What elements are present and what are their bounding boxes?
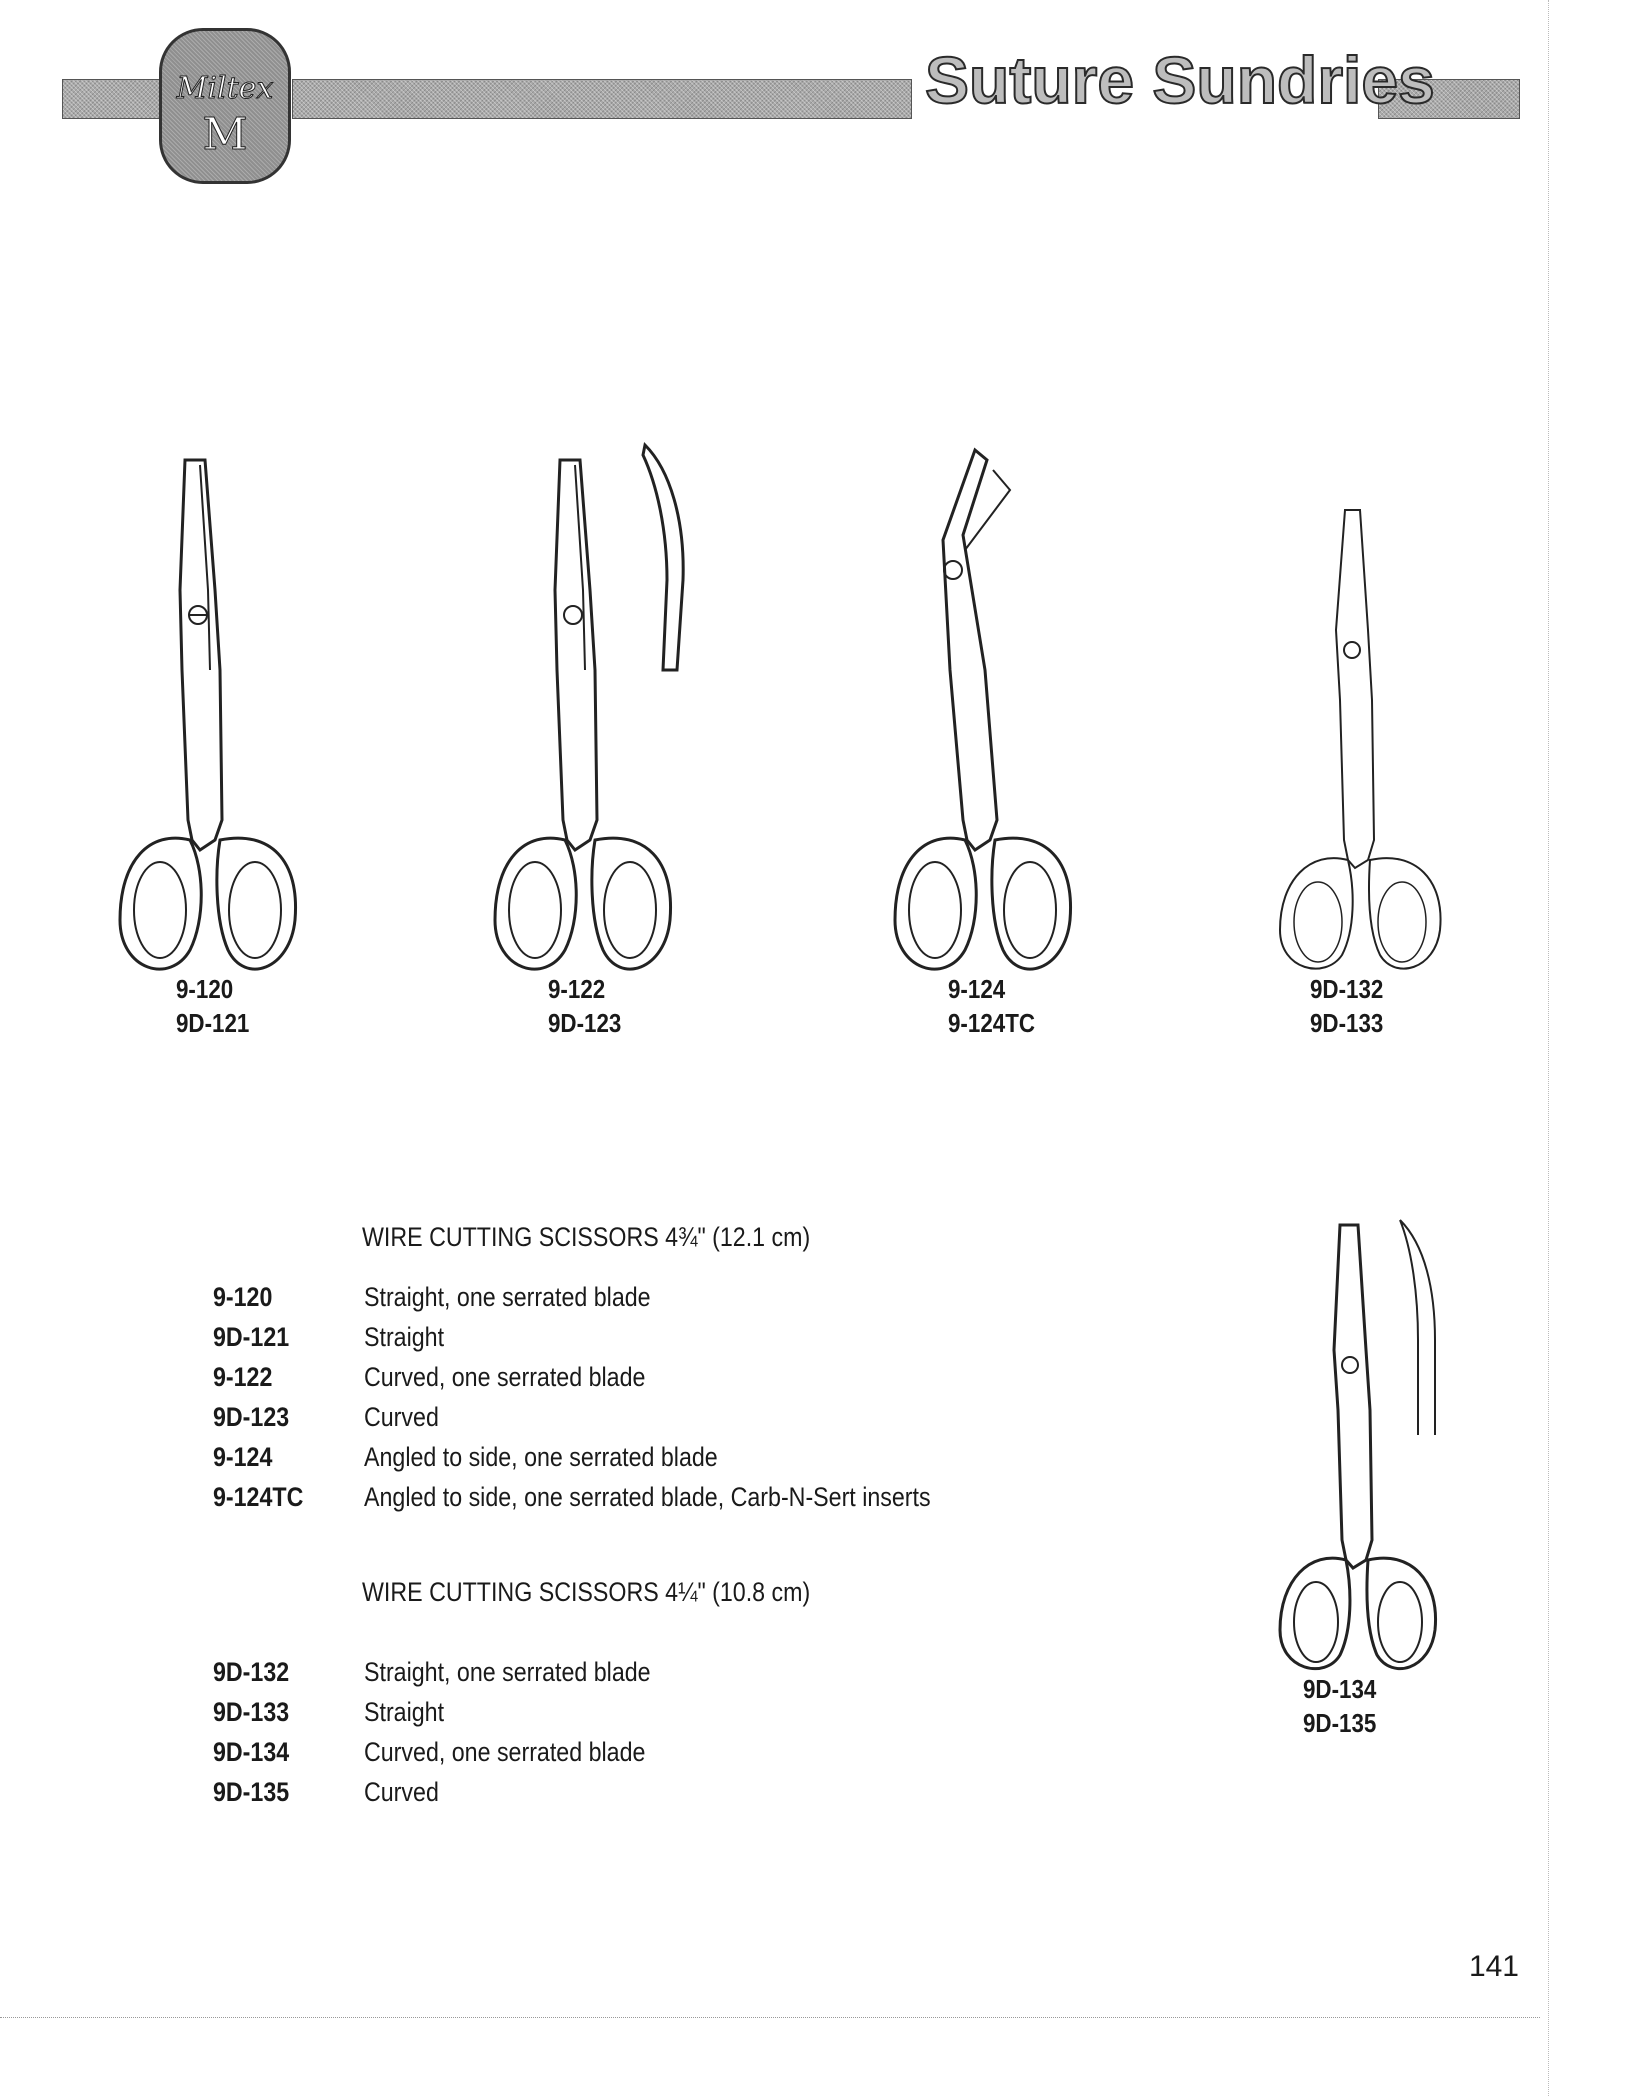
item-code: 9-122 bbox=[213, 1362, 273, 1392]
item-description: Curved, one serrated blade bbox=[364, 1737, 646, 1767]
figure-code: 9D-123 bbox=[548, 1008, 622, 1038]
logo-letter: M bbox=[202, 109, 248, 160]
item-description: Curved bbox=[364, 1402, 439, 1432]
figure-caption bbox=[948, 972, 1035, 1040]
scissors-illustration-small-curved bbox=[1240, 1210, 1470, 1680]
item-code: 9-124 bbox=[213, 1442, 273, 1472]
item-description: Straight bbox=[364, 1697, 445, 1727]
scissors-illustration-angled bbox=[845, 440, 1105, 980]
page-number: 141 bbox=[1468, 1950, 1519, 1983]
item-description: Curved, one serrated blade bbox=[364, 1362, 646, 1392]
item-description: Straight, one serrated blade bbox=[364, 1657, 651, 1687]
item-description: Straight, one serrated blade bbox=[364, 1282, 651, 1312]
logo-script-text: Miltex bbox=[176, 71, 274, 106]
item-description: Curved bbox=[364, 1777, 439, 1807]
figure-caption bbox=[1303, 1672, 1376, 1740]
figure-caption bbox=[1310, 972, 1383, 1040]
item-code: 9D-135 bbox=[213, 1777, 290, 1807]
item-code: 9-124TC bbox=[213, 1482, 304, 1512]
scissors-illustration-straight bbox=[70, 440, 330, 980]
figure-code: 9-124TC bbox=[948, 1008, 1035, 1038]
bottom-divider bbox=[0, 2017, 1540, 2018]
page-title: Suture Sundries bbox=[925, 43, 1435, 117]
scissors-illustration-small-straight bbox=[1230, 500, 1480, 980]
figure-code: 9-124 bbox=[948, 974, 1006, 1004]
figure-caption bbox=[548, 972, 621, 1040]
item-description: Angled to side, one serrated blade, Carb-N-Sert inserts bbox=[364, 1482, 931, 1512]
figure-code: 9D-133 bbox=[1310, 1008, 1384, 1038]
item-code: 9D-123 bbox=[213, 1402, 290, 1432]
item-code: 9D-134 bbox=[213, 1737, 290, 1767]
item-description: Straight bbox=[364, 1322, 445, 1352]
figure-code: 9D-134 bbox=[1303, 1674, 1377, 1704]
figure-code: 9D-132 bbox=[1310, 974, 1384, 1004]
figure-code: 9D-121 bbox=[176, 1008, 250, 1038]
item-code: 9-120 bbox=[213, 1282, 273, 1312]
scissors-illustration-curved bbox=[445, 440, 705, 980]
item-description: Angled to side, one serrated blade bbox=[364, 1442, 718, 1472]
item-code: 9D-132 bbox=[213, 1657, 290, 1687]
header-bar-middle bbox=[292, 79, 912, 119]
figure-code: 9D-135 bbox=[1303, 1708, 1377, 1738]
figure-caption bbox=[176, 972, 249, 1040]
item-code: 9D-121 bbox=[213, 1322, 290, 1352]
section-heading: WIRE CUTTING SCISSORS 4¼" (10.8 cm) bbox=[362, 1577, 811, 1607]
header-bar-left bbox=[62, 79, 164, 119]
right-divider bbox=[1548, 0, 1549, 2096]
item-code: 9D-133 bbox=[213, 1697, 290, 1727]
figure-code: 9-122 bbox=[548, 974, 606, 1004]
brand-logo bbox=[159, 28, 291, 184]
section-heading: WIRE CUTTING SCISSORS 4¾" (12.1 cm) bbox=[362, 1222, 811, 1252]
figure-code: 9-120 bbox=[176, 974, 234, 1004]
